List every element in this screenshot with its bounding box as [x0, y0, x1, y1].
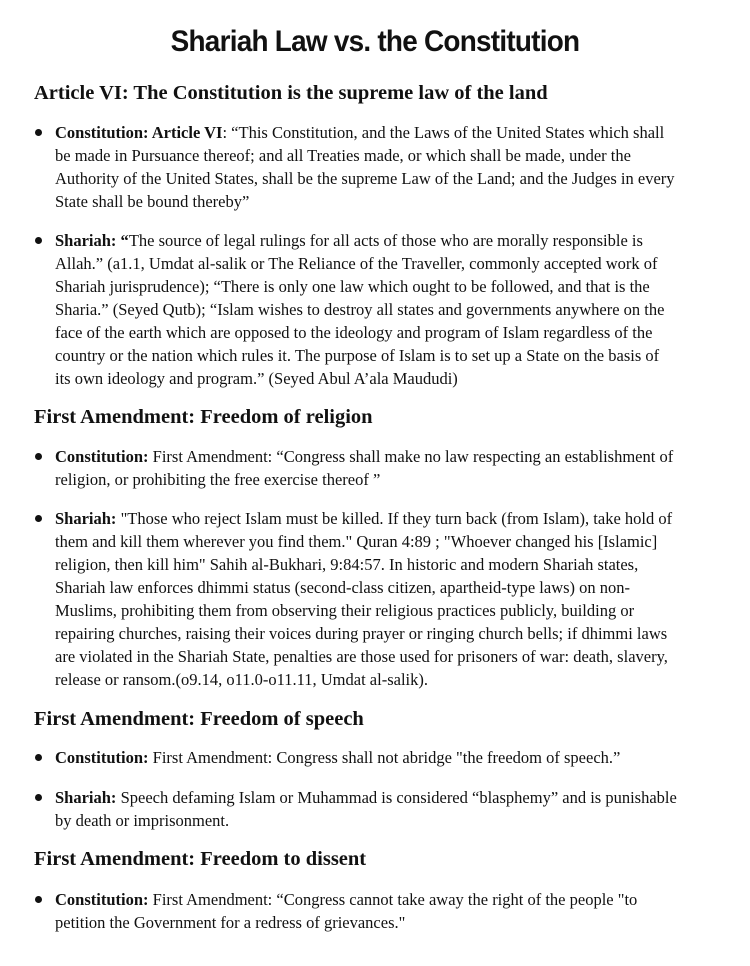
list-item-constitution-dissent: Constitution: First Amendment: “Congress cannot take away the right of the people "to petition the Government for a redress of grievances."	[55, 888, 715, 934]
bullet-icon	[35, 515, 42, 522]
item-label: Constitution:	[55, 890, 149, 909]
section-heading-article-vi: Article VI: The Constitution is the supreme law of the land	[34, 82, 548, 104]
bullet-icon	[35, 794, 42, 801]
section-heading-freedom-of-speech: First Amendment: Freedom of speech	[34, 708, 364, 730]
section-heading-freedom-to-dissent: First Amendment: Freedom to dissent	[34, 848, 367, 870]
list-item-shariah-religion: Shariah: "Those who reject Islam must be killed. If they turn back (from Islam), take hold of them and kill them wherever you find them." Quran 4:89 ; "Whoever changed his [Islamic] religion, then kill him" Sahih al-Bukhari, 9:84:57. In historic and modern Shariah states, Shariah law enforces dhimmi status (second-class citizen, apartheid-type laws) on non- Muslims, prohibiting them from observing their religious practices publicly, building or repairing churches, raising their voices during prayer or ringing church bells; if dhimmi laws are violated in the Shariah State, penalties are those used for prisoners of war: death, slavery, release or ransom.(o9.14, o11.0-o11.11, Umdat al-salik).	[55, 507, 715, 691]
list-item-constitution-religion: Constitution: First Amendment: “Congress shall make no law respecting an establishment of religion, or prohibiting the free exercise thereof ”	[55, 445, 715, 491]
bullet-icon	[35, 896, 42, 903]
list-item-constitution-article-vi: Constitution: Article VI: “This Constitution, and the Laws of the United States which shall be made in Pursuance thereof; and all Treaties made, or which shall be made, under the Authority of the United States, shall be the supreme Law of the Land; and the Judges in every State shall be bound thereby”	[55, 121, 715, 213]
item-label: Shariah: “	[55, 231, 129, 250]
list-item-shariah-speech: Shariah: Speech defaming Islam or Muhammad is considered “blasphemy” and is punishable by death or imprisonment.	[55, 786, 715, 832]
item-label: Shariah:	[55, 788, 117, 807]
item-label: Constitution:	[55, 748, 149, 767]
item-label: Shariah:	[55, 509, 117, 528]
page-title: Shariah Law vs. the Constitution	[170, 25, 580, 58]
item-label: Constitution: Article VI	[55, 123, 223, 142]
section-heading-freedom-of-religion: First Amendment: Freedom of religion	[34, 406, 373, 428]
bullet-icon	[35, 129, 42, 136]
item-label: Constitution:	[55, 447, 149, 466]
list-item-shariah-article-vi: Shariah: “The source of legal rulings for all acts of those who are morally responsible is Allah.” (a1.1, Umdat al-salik or The Reliance of the Traveller, commonly accepted work of Shariah jurisprudence); “There is only one law which ought to be followed, and that is the Sharia.” (Seyed Qutb); “Islam wishes to destroy all states and governments anywhere on the face of the earth which are opposed to the ideology and program of Islam regardless of the country or the nation which rules it. The purpose of Islam is to set up a State on the basis of its own ideology and program.” (Seyed Abul A’ala Maududi)	[55, 229, 715, 390]
bullet-icon	[35, 237, 42, 244]
bullet-icon	[35, 453, 42, 460]
list-item-constitution-speech: Constitution: First Amendment: Congress shall not abridge "the freedom of speech.”	[55, 746, 715, 769]
bullet-icon	[35, 754, 42, 761]
